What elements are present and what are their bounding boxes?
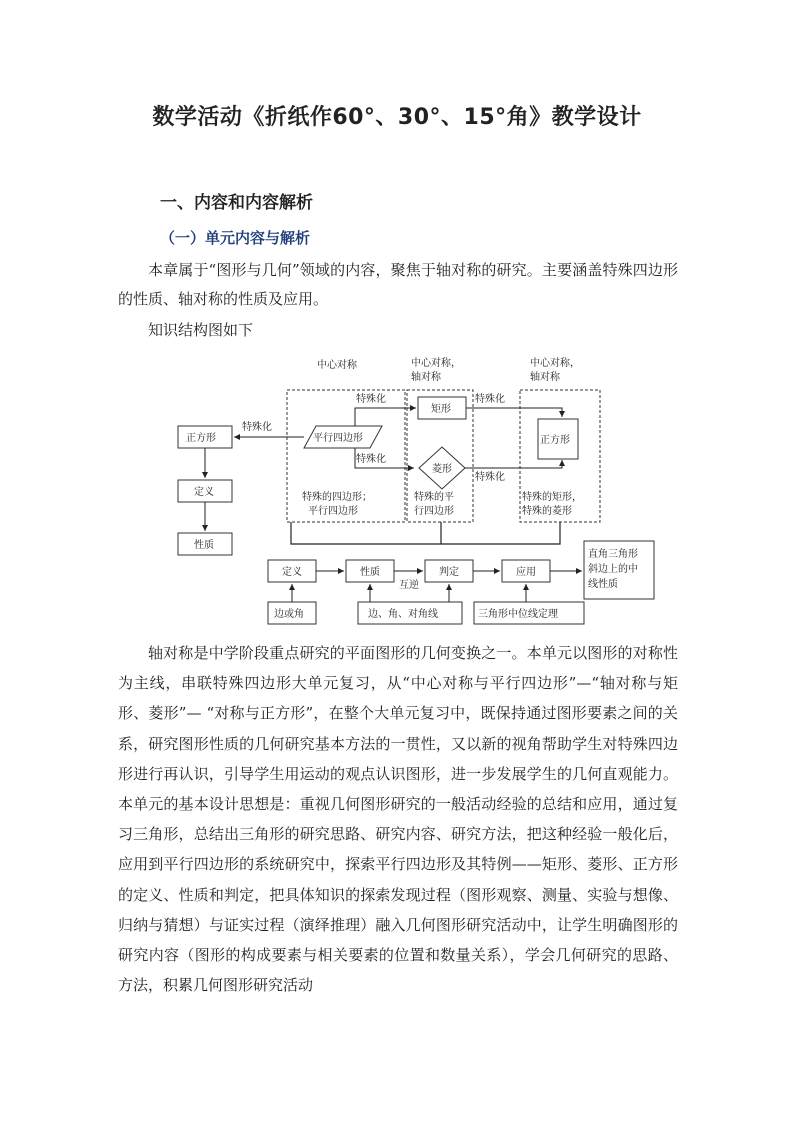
node-application-label: 应用 <box>516 567 536 578</box>
node-square-right-label: 正方形 <box>540 435 570 446</box>
col2-footer-line1: 特殊的平 <box>414 492 454 503</box>
col1-footer-line1: 特殊的四边形； <box>302 492 372 503</box>
node-right-triangle-line1: 直角三角形 <box>588 549 638 560</box>
subsection-heading: （一）单元内容与解析 <box>160 229 311 247</box>
node-rhombus-label: 菱形 <box>432 464 452 475</box>
paragraph-intro: 本章属于“图形与几何”领域的内容，聚焦于轴对称的研究。主要涵盖特殊四边形的性质、轴对称的性质及应用。 <box>118 261 678 308</box>
node-square-left-label: 正方形 <box>186 433 216 444</box>
section-heading: 一、内容和内容解析 <box>160 193 313 213</box>
node-definition-left-label: 定义 <box>194 487 214 498</box>
node-property-left-label: 性质 <box>194 540 214 551</box>
specialize-label-top: 特殊化 <box>356 394 386 405</box>
col3-header-line2: 轴对称 <box>530 372 560 383</box>
col3-header-line1: 中心对称， <box>530 358 580 369</box>
specialize-label-rect: 特殊化 <box>475 394 505 405</box>
node-property-label: 性质 <box>360 567 380 578</box>
node-judgment-label: 判定 <box>439 567 459 578</box>
col3-footer-line1: 特殊的矩形， <box>522 492 582 503</box>
col2-header-line1: 中心对称， <box>411 358 461 369</box>
col3-footer-line2: 特殊的菱形 <box>522 506 572 517</box>
paragraph-unit-analysis: 轴对称是中学阶段重点研究的平面图形的几何变换之一。本单元以图形的对称性为主线，串联特殊四边形大单元复习，从“中心对称与平行四边形”—“轴对称与矩形、菱形”— “对称与正方形”，在整个大单元复习中，既保持通过图形要素之间的关系，研究图形性质的几何研究基本方法的一贯性，又以新的视角帮助学生对特殊四边形进行再认识，引导学生用运动的观点认识图形，进一步发展学生的几何直观能力。本单元的基本设计思想是：重视几何图形研究的一般活动经验的总结和应用，通过复习三角形，总结出三角形的研究思路、研究内容、研究方法，把这种经验一般化后，应用到平行四边形的系统研究中，探索平行四边形及其特例——矩形、菱形、正方形的定义、性质和判定，把具体知识的探索发现过程（图形观察、测量、实验与想像、归纳与猜想）与证实过程（演绎推理）融入几何图形研究活动中，让学生明确图形的研究内容（图形的构成要素与相关要素的位置和数量关系），学会几何研究的思路、方法，积累几何图形研究活动 <box>118 644 678 995</box>
node-right-triangle-line3: 线性质 <box>588 579 618 590</box>
inverse-label: 互逆 <box>399 580 419 591</box>
node-parallelogram-label: 平行四边形 <box>313 433 363 444</box>
paragraph-diagram-caption: 知识结构图如下 <box>148 321 254 339</box>
page-title: 数学活动《折纸作60°、30°、15°角》教学设计 <box>152 105 642 130</box>
node-rectangle-label: 矩形 <box>431 404 451 415</box>
node-right-triangle-line2: 斜边上的中 <box>588 564 638 575</box>
node-sides-angles-diagonals-label: 边、角、对角线 <box>368 609 438 620</box>
col1-footer-line2: 平行四边形 <box>308 506 358 517</box>
specialize-label-left: 特殊化 <box>242 422 272 433</box>
col1-header: 中心对称 <box>317 360 357 371</box>
node-sides-angles-label: 边或角 <box>274 609 304 620</box>
col2-header-line2: 轴对称 <box>411 372 441 383</box>
specialize-label-rhombus: 特殊化 <box>475 472 505 483</box>
knowledge-structure-diagram <box>170 350 670 632</box>
node-definition-label: 定义 <box>282 567 302 578</box>
node-midline-theorem-label: 三角形中位线定理 <box>478 609 558 620</box>
specialize-label-bottom: 特殊化 <box>356 454 386 465</box>
col2-footer-line2: 行四边形 <box>414 506 454 517</box>
